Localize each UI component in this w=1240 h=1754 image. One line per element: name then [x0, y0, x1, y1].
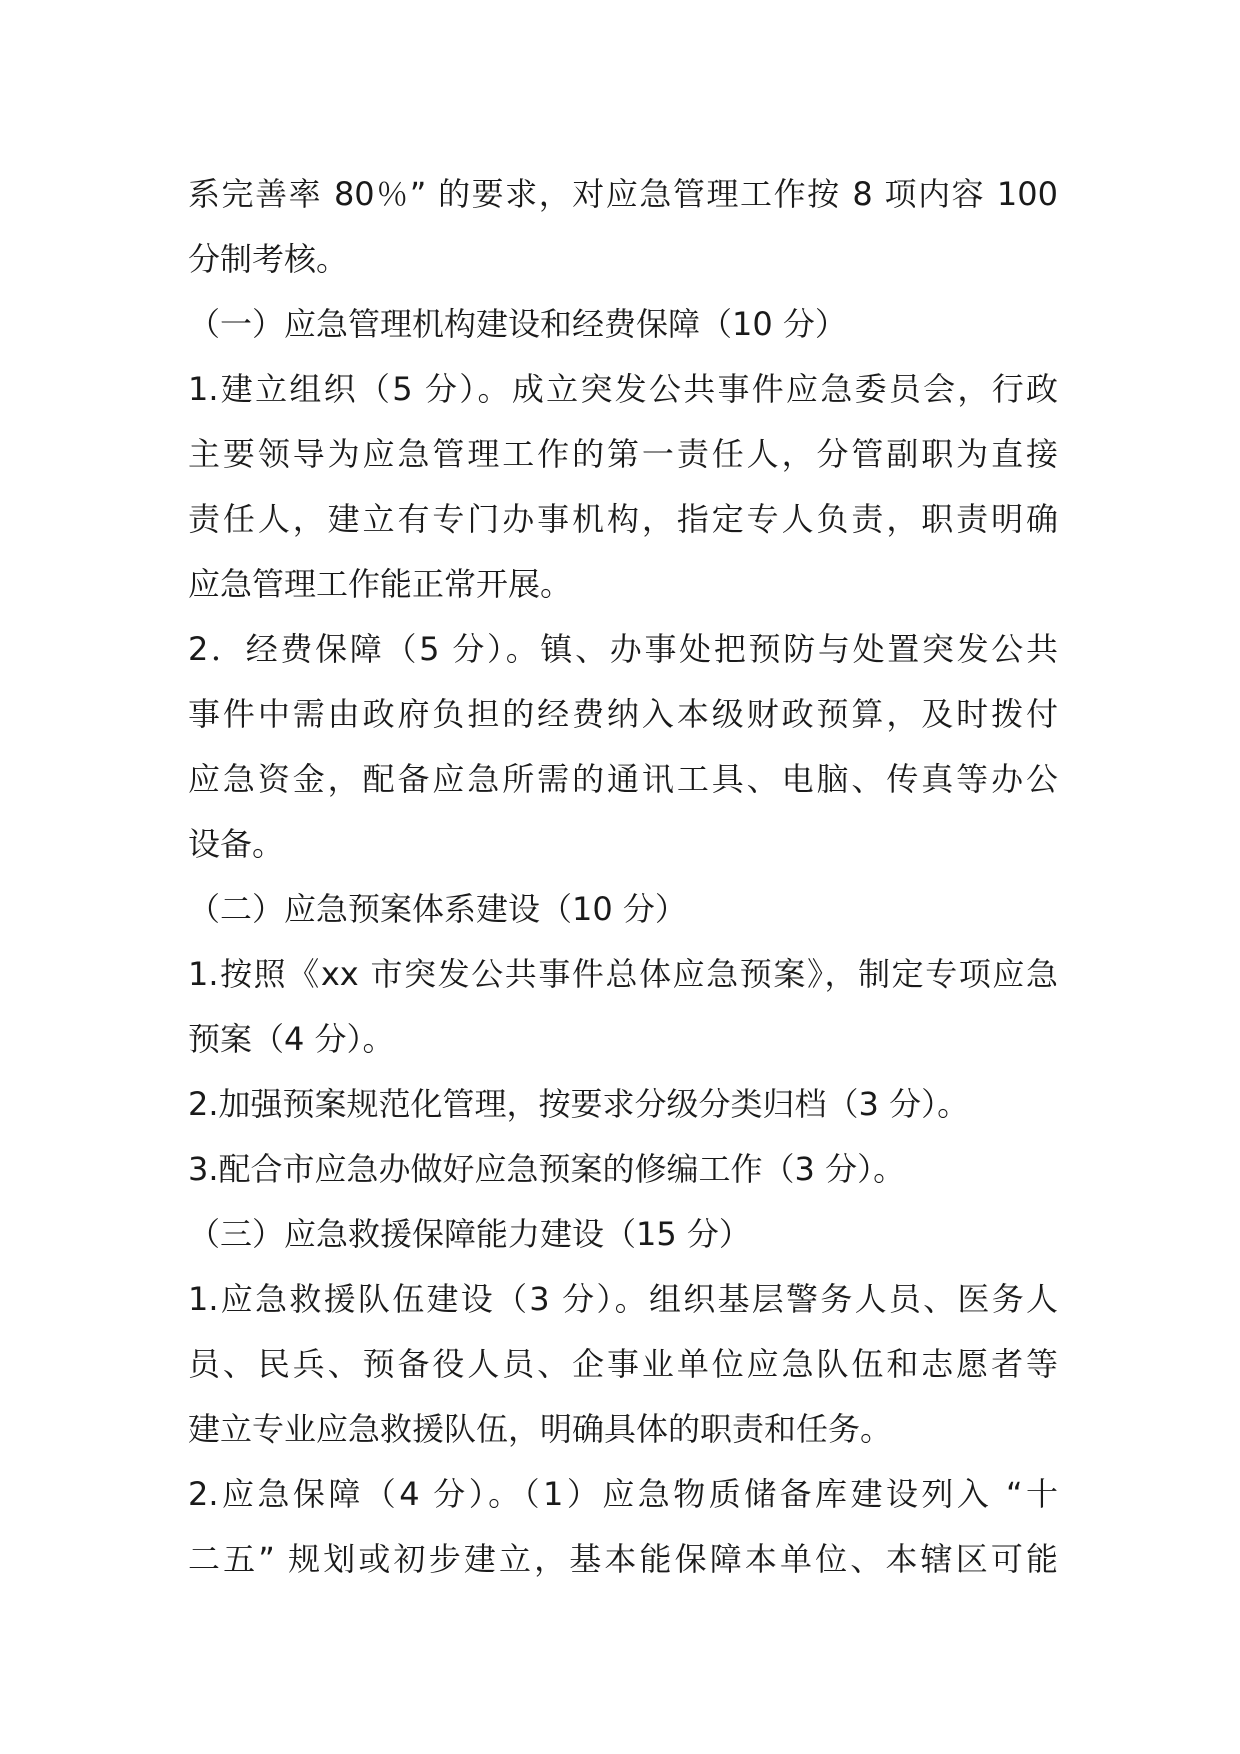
paragraph-line: 预案（4 分）。	[188, 1020, 395, 1058]
paragraph-line: 1.建立组织（5 分）。成立突发公共事件应急委员会，行政	[188, 370, 1058, 408]
paragraph-line: 1.按照《xx 市突发公共事件总体应急预案》，制定专项应急	[188, 955, 1058, 993]
paragraph-line: 系完善率 80％” 的要求，对应急管理工作按 8 项内容 100	[188, 175, 1058, 213]
paragraph-line: 责任人，建立有专门办事机构，指定专人负责，职责明确	[188, 500, 1058, 538]
paragraph-line: 1.应急救援队伍建设（3 分）。组织基层警务人员、医务人	[188, 1280, 1058, 1318]
paragraph-line: 2．经费保障（5 分）。镇、办事处把预防与处置突发公共	[188, 630, 1058, 668]
paragraph-line: 建立专业应急救援队伍，明确具体的职责和任务。	[188, 1410, 893, 1448]
section-heading: （三）应急救援保障能力建设（15 分）	[188, 1215, 751, 1253]
section-heading: （二）应急预案体系建设（10 分）	[188, 890, 687, 928]
paragraph-line: 应急资金，配备应急所需的通讯工具、电脑、传真等办公	[188, 760, 1058, 798]
paragraph-line: 分制考核。	[188, 240, 349, 278]
paragraph-line: 应急管理工作能正常开展。	[188, 565, 573, 603]
paragraph-line: 事件中需由政府负担的经费纳入本级财政预算，及时拨付	[188, 695, 1058, 733]
paragraph-line: 二五” 规划或初步建立，基本能保障本单位、本辖区可能	[188, 1540, 1058, 1578]
paragraph-line: 员、民兵、预备役人员、企事业单位应急队伍和志愿者等	[188, 1345, 1058, 1383]
paragraph-line: 设备。	[188, 825, 285, 863]
paragraph-line: 3.配合市应急办做好应急预案的修编工作（3 分）。	[188, 1150, 906, 1188]
paragraph-line: 主要领导为应急管理工作的第一责任人，分管副职为直接	[188, 435, 1058, 473]
paragraph-line: 2.应急保障（4 分）。（1）应急物质储备库建设列入 “十	[188, 1475, 1058, 1513]
section-heading: （一）应急管理机构建设和经费保障（10 分）	[188, 305, 847, 343]
paragraph-line: 2.加强预案规范化管理，按要求分级分类归档（3 分）。	[188, 1085, 970, 1123]
document-body	[188, 162, 1058, 1592]
